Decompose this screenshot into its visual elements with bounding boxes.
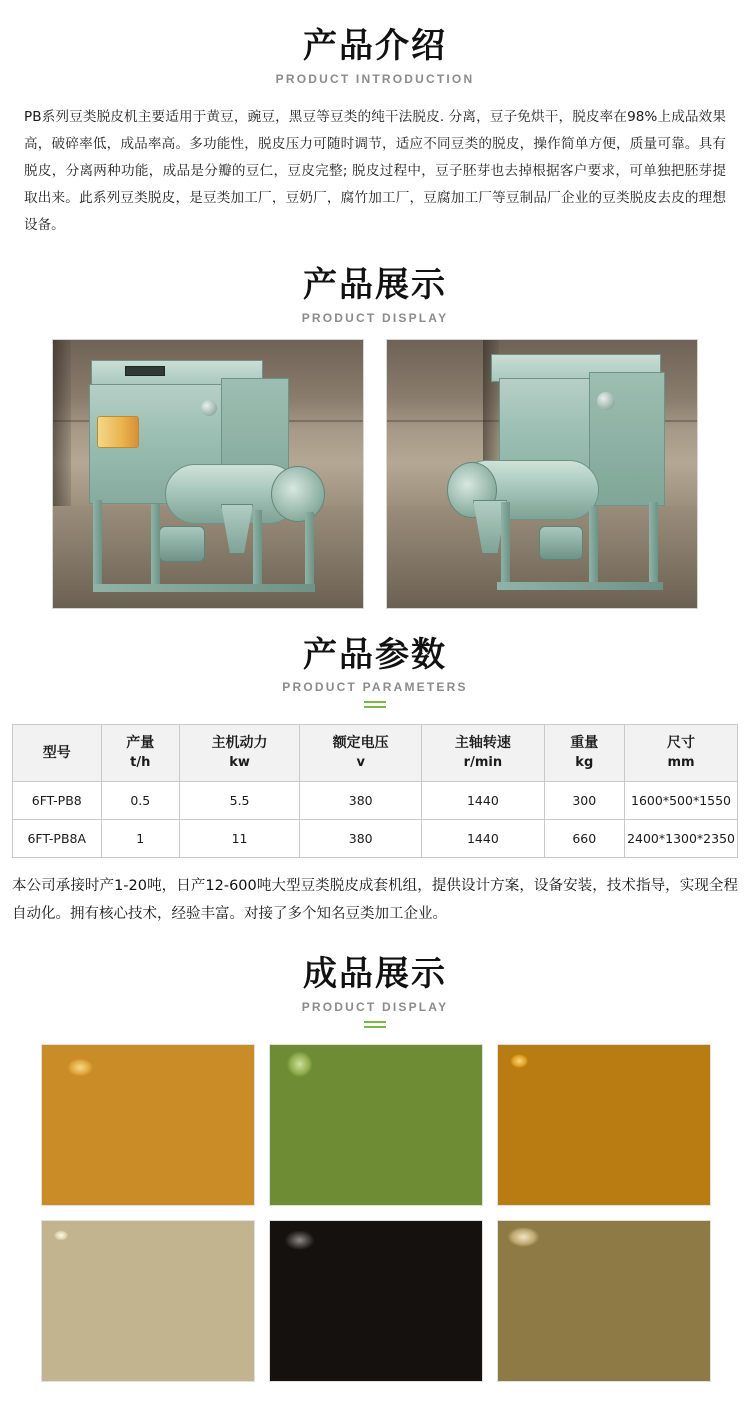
- section-title-en: PRODUCT INTRODUCTION: [275, 71, 475, 86]
- machine-knob: [201, 400, 217, 416]
- table-header-cell: [300, 725, 422, 782]
- finished-product-gallery: [0, 1044, 750, 1404]
- table-cell-size: 1600*500*1550: [625, 782, 738, 820]
- machine-control-panel: [125, 366, 165, 376]
- section-header-parameters: [0, 635, 750, 709]
- gallery-item: [269, 1220, 483, 1382]
- machine-brand-label: [97, 416, 139, 448]
- table-cell-capacity: 1: [101, 820, 180, 858]
- table-cell-speed: 1440: [422, 782, 544, 820]
- intro-paragraph: PB系列豆类脱皮机主要适用于黄豆，豌豆，黑豆等豆类的纯干法脱皮. 分离，豆子免烘干，脱皮率在98%上成品效果高，破碎率低，成品率高。多功能性，脱皮压力可随时调节，适应不同豆类的脱皮，操作简单方便，质量可靠。具有脱皮，分离两种功能，成品是分瓣的豆仁，豆皮完整; 脱皮过程中，豆子胚芽也去掉根据客户要求，可单独把胚芽提取出来。此系列豆类脱皮，是豆类加工厂，豆奶厂，腐竹加工厂，豆腐加工厂等豆制品厂企业的豆类脱皮去皮的理想设备。: [24, 108, 726, 233]
- header-name: 主机动力: [211, 735, 268, 752]
- table-header-cell: [625, 725, 738, 782]
- parameters-table: [12, 724, 738, 858]
- gallery-item: [269, 1044, 483, 1206]
- header-unit: v: [356, 755, 365, 771]
- header-name: 尺寸: [667, 735, 696, 752]
- table-row: [13, 782, 738, 820]
- header-unit: kg: [575, 755, 594, 771]
- table-cell-speed: 1440: [422, 820, 544, 858]
- machine-illustration: [73, 354, 353, 602]
- section-header-finished: [0, 954, 750, 1028]
- section-title-cn: 产品展示: [303, 264, 447, 305]
- gallery-item: [497, 1044, 711, 1206]
- machine-frame-rail: [93, 584, 315, 592]
- table-row: [13, 820, 738, 858]
- table-cell-size: 2400*1300*2350: [625, 820, 738, 858]
- header-unit: t/h: [130, 755, 151, 771]
- table-header-row: [13, 725, 738, 782]
- product-photo: [52, 339, 364, 609]
- section-title-cn: 成品展示: [303, 954, 447, 995]
- parameters-note: 本公司承接时产1-20吨，日产12-600吨大型豆类脱皮成套机组，提供设计方案，设备安装，技术指导，实现全程自动化。拥有核心技术，经验丰富。对接了多个知名豆类加工企业。: [12, 878, 738, 923]
- table-cell-weight: 660: [544, 820, 625, 858]
- finished-product-image-cream-grits: [42, 1221, 254, 1381]
- machine-motor: [539, 526, 583, 560]
- machine-illustration: [439, 350, 689, 602]
- gallery-item: [497, 1220, 711, 1382]
- parameters-table-wrapper: [12, 724, 738, 858]
- machine-leg: [649, 502, 658, 590]
- header-name: 型号: [42, 745, 71, 762]
- table-cell-voltage: 380: [300, 782, 422, 820]
- section-title-en: PRODUCT DISPLAY: [301, 310, 449, 325]
- table-header-cell: [180, 725, 300, 782]
- header-name: 产量: [126, 735, 155, 752]
- machine-knob: [597, 392, 615, 410]
- section-title-cn: 产品参数: [303, 634, 447, 675]
- section-title-en: PRODUCT PARAMETERS: [282, 680, 468, 695]
- machine-leg: [253, 510, 262, 592]
- machine-motor: [159, 526, 205, 562]
- table-header-cell: [101, 725, 180, 782]
- section-header-display: [0, 265, 750, 325]
- machine-leg: [93, 500, 102, 592]
- table-cell-power: 5.5: [180, 782, 300, 820]
- section-divider: [364, 701, 386, 708]
- machine-discharge-chute: [221, 504, 253, 554]
- finished-product-image-soybean-hull: [498, 1221, 710, 1381]
- finished-product-image-yellow-split-soybean: [42, 1045, 254, 1205]
- table-header-cell: [422, 725, 544, 782]
- finished-product-image-green-pea: [270, 1045, 482, 1205]
- table-header-cell: [544, 725, 625, 782]
- header-name: 重量: [570, 735, 599, 752]
- finished-product-image-corn-grits: [498, 1045, 710, 1205]
- gallery-item: [41, 1220, 255, 1382]
- table-cell-model: 6FT-PB8: [13, 782, 102, 820]
- machine-leg: [305, 512, 314, 592]
- table-cell-capacity: 0.5: [101, 782, 180, 820]
- header-unit: mm: [667, 755, 695, 771]
- gallery-item: [41, 1044, 255, 1206]
- machine-end-cap: [271, 466, 325, 522]
- header-name: 主轴转速: [454, 735, 511, 752]
- machine-leg: [589, 506, 598, 590]
- section-divider: [364, 1021, 386, 1028]
- section-title-en: PRODUCT DISPLAY: [301, 1000, 449, 1015]
- machine-side-body: [589, 372, 665, 506]
- table-cell-weight: 300: [544, 782, 625, 820]
- table-cell-power: 11: [180, 820, 300, 858]
- machine-leg: [151, 504, 160, 592]
- header-unit: kw: [229, 755, 250, 771]
- machine-frame-rail: [497, 582, 663, 590]
- product-photo: [386, 339, 698, 609]
- section-header-intro: [0, 26, 750, 86]
- header-unit: r/min: [463, 755, 503, 771]
- product-photo-row: [0, 339, 750, 609]
- table-cell-model: 6FT-PB8A: [13, 820, 102, 858]
- finished-product-image-black-bean-hull: [270, 1221, 482, 1381]
- table-cell-voltage: 380: [300, 820, 422, 858]
- machine-leg: [501, 502, 510, 590]
- table-header-cell: [13, 725, 102, 782]
- section-title-cn: 产品介绍: [303, 26, 447, 66]
- header-name: 额定电压: [332, 735, 389, 752]
